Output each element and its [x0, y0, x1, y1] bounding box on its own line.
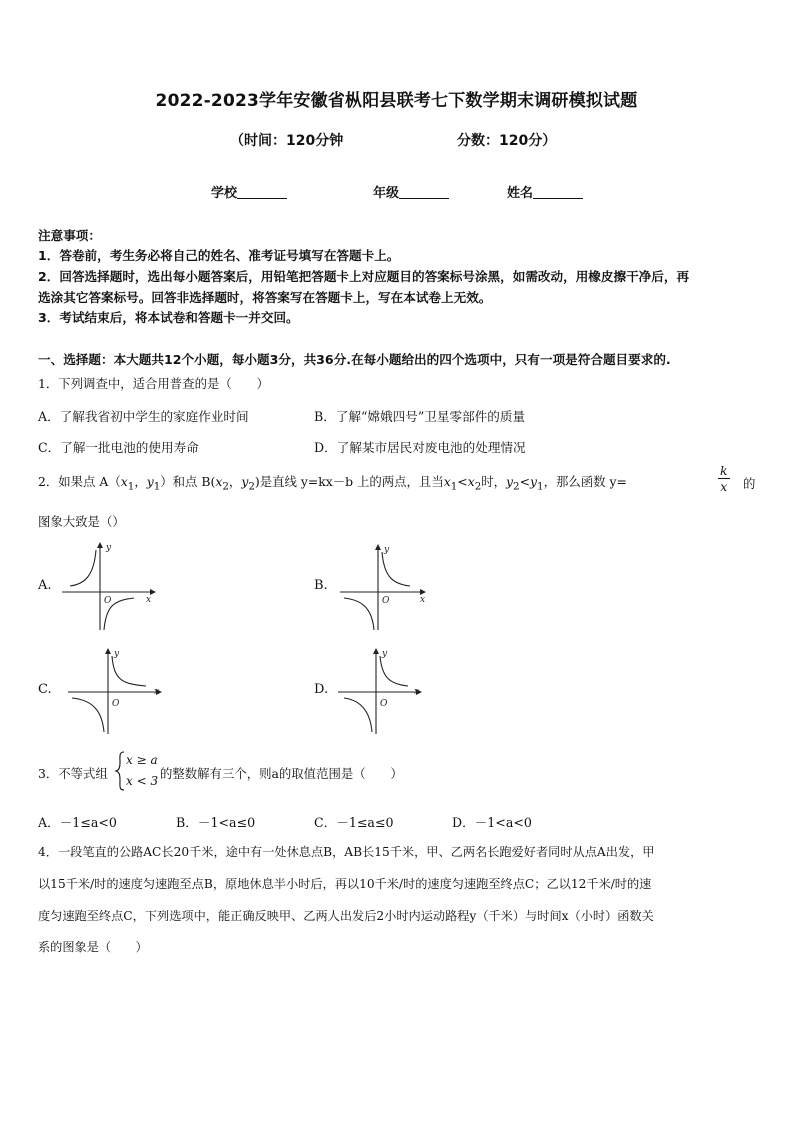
graph-d-y-label: y	[382, 649, 388, 659]
q2-graph-d	[336, 644, 436, 736]
graph-c-y-label: y	[114, 649, 120, 659]
q1-stem: 1．下列调查中，适合用普查的是（ ）	[38, 376, 269, 391]
graph-c-curve-1	[112, 656, 146, 686]
q2-fraction-numerator: k	[720, 463, 728, 478]
q1-option-c: C．了解一批电池的使用寿命	[38, 440, 199, 455]
q2-option-a-label: A.	[38, 578, 52, 593]
graph-d-y-arrow	[373, 648, 379, 654]
graph-c-curve-3	[72, 698, 104, 732]
graph-d-x-label: x	[414, 687, 420, 697]
q3-brace-icon	[114, 750, 126, 792]
graph-d-curve-3	[344, 698, 372, 732]
notice-line-3: 3．考试结束后，将本试卷和答题卡一并交回。	[38, 310, 299, 325]
q2-stem-line-2: 图象大致是（）	[38, 514, 125, 529]
graph-b-y-arrow	[375, 544, 381, 550]
graph-a-x-label: x	[146, 595, 152, 605]
school-field	[211, 182, 287, 201]
graph-a-y-label: y	[106, 543, 112, 553]
q1-option-d: D．了解某市居民对废电池的处理情况	[314, 440, 526, 455]
q3-option-b: B．－1<a≤0	[176, 815, 256, 830]
section-1-heading: 一、选择题：本大题共12个小题，每小题3分，共36分.在每小题给出的四个选项中，只有一项是符合题目要求的.	[38, 352, 671, 367]
q2-stem: 2．如果点 $A(x_1$，$y_1$）和点 $B(x_2$，$y_2$)是直线 y=kx－b 上的两点，且当$x_1<x_2$时，$y_2<y_1$，那么函数 y=	[38, 474, 627, 493]
q2-graph-a	[60, 540, 160, 632]
q3-inequality-2: x < 3	[126, 774, 159, 788]
q1-option-b: B．了解“嫦娥四号”卫星零部件的质量	[314, 409, 526, 424]
q4-line-4: 系的图象是（ ）	[38, 940, 148, 954]
graph-c-x-label: x	[154, 687, 160, 697]
q1-option-a: A．了解我省初中学生的家庭作业时间	[38, 409, 249, 424]
notice-line-1: 1．答卷前，考生务必将自己的姓名、准考证号填写在答题卡上。	[38, 248, 400, 263]
notice-heading: 注意事项：	[38, 228, 101, 243]
name-label: 姓名	[507, 186, 534, 201]
q2-option-d-label: D.	[314, 682, 329, 697]
q2-option-c-label: C.	[38, 682, 52, 697]
school-blank	[237, 186, 287, 199]
grade-label: 年级	[373, 186, 400, 201]
graph-b-y-label: y	[384, 545, 390, 555]
page-title: 2022-2023学年安徽省枞阳县联考七下数学期末调研模拟试题	[155, 91, 638, 111]
q2-graph-b	[338, 540, 438, 632]
q2-fraction	[718, 463, 730, 494]
q3-option-d: D．－1<a<0	[452, 815, 532, 830]
graph-b-x-label: x	[420, 595, 426, 605]
name-field	[507, 182, 583, 201]
graph-d-curve-1	[380, 656, 408, 686]
q4-line-1: 4．一段笔直的公路AC长20千米，途中有一处休息点B，AB长15千米，甲、乙两名长跑爱好者同时从点A出发，甲	[38, 845, 655, 859]
notice-line-2a: 2．回答选择题时，选出每小题答案后，用铅笔把答题卡上对应题目的答案标号涂黑，如需改动，用橡皮擦干净后，再	[38, 269, 690, 284]
q2-graph-c	[66, 644, 166, 736]
graph-d-origin: O	[380, 699, 388, 709]
grade-blank	[399, 186, 449, 199]
graph-b-origin: O	[382, 596, 390, 606]
exam-time: （时间：120分钟	[230, 133, 344, 149]
graph-a-curve-2	[70, 550, 96, 586]
q2-fraction-denominator: x	[720, 479, 728, 494]
q3-inequality-1: x ≥ a	[126, 753, 158, 767]
graph-a-origin: O	[104, 596, 112, 606]
graph-b-curve-3	[344, 598, 374, 630]
graph-c-origin: O	[112, 699, 120, 709]
q4-line-3: 度匀速跑至终点C，下列选项中，能正确反映甲、乙两人出发后2小时内运动路程y（千米）与时间x（小时）函数关	[38, 909, 654, 923]
grade-field	[373, 182, 449, 201]
q3-option-c: C．－1≤a≤0	[314, 815, 394, 830]
q3-stem-head: 3．不等式组	[38, 766, 108, 781]
q2-stem-tail: 的	[743, 476, 756, 491]
graph-c-y-arrow	[105, 648, 111, 654]
q3-stem-tail: 的整数解有三个，则a的取值范围是（ ）	[160, 766, 403, 781]
graph-a-y-arrow	[97, 542, 103, 548]
graph-b-curve-1	[382, 552, 410, 586]
q2-option-b-label: B.	[314, 578, 328, 593]
school-label: 学校	[211, 186, 238, 201]
notice-line-2b: 选涂其它答案标号。回答非选择题时，将答案写在答题卡上，写在本试卷上无效。	[38, 290, 492, 305]
q3-option-a: A．－1≤a<0	[38, 815, 117, 830]
q4-line-2: 以15千米/时的速度匀速跑至点B，原地休息半小时后，再以10千米/时的速度匀速跑至终点C；乙以12千米/时的速	[38, 877, 652, 891]
exam-score: 分数：120分）	[457, 133, 557, 149]
name-blank	[533, 186, 583, 199]
